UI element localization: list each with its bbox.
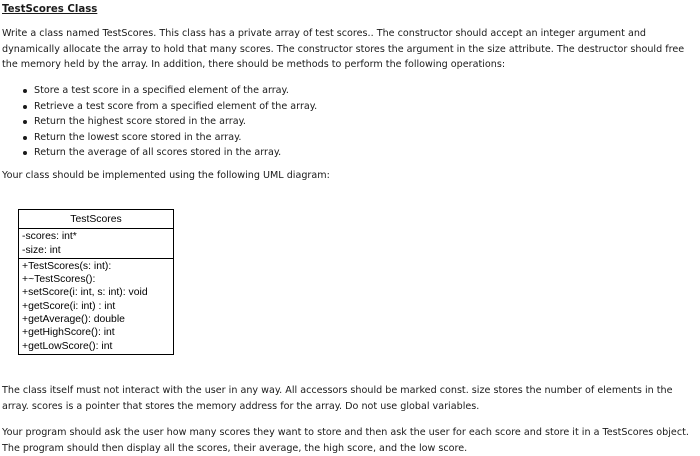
- bullet-icon: [23, 105, 27, 109]
- uml-attribute: -scores: int*: [22, 231, 77, 243]
- constraints-paragraph: The class itself must not interact with the user in any way. All accessors should be marked const. size stores the number of elements in the array. scores is a pointer that stores the memory address for the array. Do not use global variables.: [2, 385, 673, 412]
- uml-method: +getHighScore(): int: [22, 327, 115, 339]
- list-item: Return the lowest score stored in the array.: [2, 130, 317, 146]
- uml-attribute: -size: int: [22, 244, 61, 256]
- uml-method: +TestScores(s: int):: [22, 260, 112, 272]
- uml-method: +~TestScores():: [22, 274, 96, 286]
- list-item: Return the highest score stored in the array.: [2, 114, 317, 130]
- list-item: Retrieve a test score from a specified element of the array.: [2, 99, 317, 115]
- uml-method: +getScore(i: int) : int: [22, 300, 116, 312]
- uml-methods: [19, 258, 173, 354]
- intro-paragraph: Write a class named TestScores. This class has a private array of test scores.. The constructor should accept an integer argument and dynamically allocate the array to hold that many scores. The constructor stores the argument in the size attribute. The destructor should free the memory held by the array. In addition, there should be methods to perform the following operations:: [2, 28, 685, 70]
- list-item: Store a test score in a specified element of the array.: [2, 83, 317, 99]
- bullet-icon: [23, 120, 27, 124]
- uml-method: +getLowScore(): int: [22, 340, 113, 352]
- uml-class-diagram: [18, 209, 174, 355]
- bullet-icon: [23, 151, 27, 155]
- page-title: TestScores Class: [2, 4, 98, 15]
- uml-method: +getAverage(): double: [22, 314, 125, 326]
- uml-attributes: [19, 228, 173, 258]
- bullet-icon: [23, 136, 27, 140]
- list-item: Return the average of all scores stored in the array.: [2, 145, 317, 161]
- uml-class-name: TestScores: [70, 214, 122, 225]
- operations-list: [2, 83, 317, 161]
- program-paragraph: Your program should ask the user how many scores they want to store and then ask the user for each score and store it in a TestScores object. The program should then display all the scores, their average, the high score, and the low score.: [2, 427, 689, 454]
- bullet-icon: [23, 89, 27, 93]
- uml-method: +setScore(i: int, s: int): void: [22, 287, 148, 299]
- uml-intro-paragraph: Your class should be implemented using the following UML diagram:: [2, 170, 330, 181]
